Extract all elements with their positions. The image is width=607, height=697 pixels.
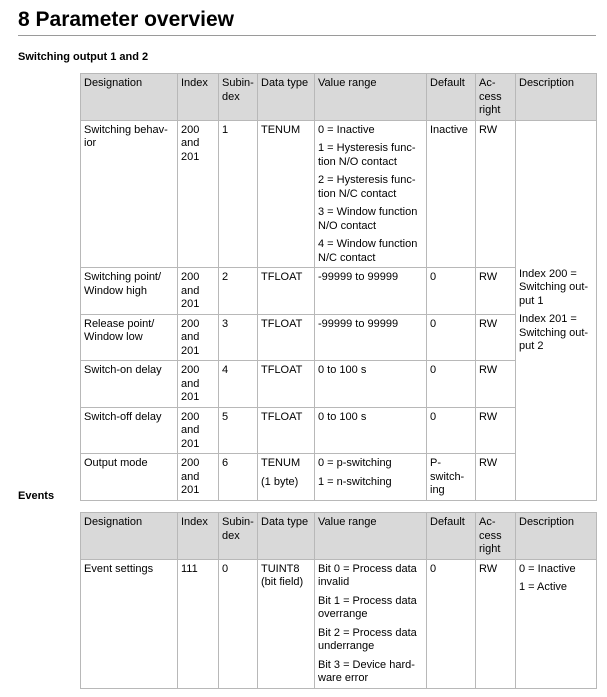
description-line: Index 200 = Switching out- put 1 — [519, 267, 589, 307]
data-type-line: TFLOAT — [261, 410, 303, 423]
value-range-line: Bit 2 = Process data underrange — [318, 626, 417, 652]
column-header-designation: Designation — [81, 513, 178, 560]
cell-value-range — [315, 314, 427, 361]
cell-index: 200 and 201 — [178, 120, 219, 268]
cell-subindex: 5 — [219, 407, 258, 454]
data-type-line: TUINT8 (bit field) — [261, 562, 304, 588]
cell-index: 200 and 201 — [178, 361, 219, 408]
cell-designation: Switching behav- ior — [81, 120, 178, 268]
cell-subindex: 2 — [219, 268, 258, 315]
value-range-line: Bit 3 = Device hard- ware error — [318, 658, 415, 684]
cell-default: 0 — [427, 559, 476, 688]
value-range-line: 4 = Window function N/C contact — [318, 238, 418, 264]
switching-output-table — [80, 73, 597, 501]
value-range-line: Bit 0 = Process data invalid — [318, 562, 417, 588]
cell-access-right: RW — [476, 314, 516, 361]
cell-access-right: RW — [476, 120, 516, 268]
cell-index: 200 and 201 — [178, 268, 219, 315]
data-type-line: (1 byte) — [261, 475, 299, 488]
column-header-index: Index — [178, 74, 219, 121]
cell-designation: Switch-on delay — [81, 361, 178, 408]
column-header-description: Description — [516, 513, 597, 560]
cell-data-type — [258, 120, 315, 268]
cell-access-right: RW — [476, 361, 516, 408]
cell-index: 111 — [178, 559, 219, 688]
cell-access-right: RW — [476, 559, 516, 688]
cell-subindex: 4 — [219, 361, 258, 408]
cell-subindex: 6 — [219, 454, 258, 501]
cell-value-range — [315, 268, 427, 315]
title-divider — [18, 35, 596, 36]
cell-value-range — [315, 361, 427, 408]
cell-default: Inactive — [427, 120, 476, 268]
description-line: Index 201 = Switching out- put 2 — [519, 313, 589, 352]
cell-data-type — [258, 361, 315, 408]
value-range-line: 2 = Hysteresis func- tion N/C contact — [318, 174, 416, 200]
cell-data-type — [258, 314, 315, 361]
value-range-line: -99999 to 99999 — [318, 271, 399, 283]
cell-default: 0 — [427, 268, 476, 315]
section-heading-switching-output: Switching output 1 and 2 — [18, 51, 149, 63]
cell-designation: Release point/ Window low — [81, 314, 178, 361]
cell-designation: Output mode — [81, 454, 178, 501]
cell-index: 200 and 201 — [178, 314, 219, 361]
cell-default: 0 — [427, 407, 476, 454]
cell-subindex: 3 — [219, 314, 258, 361]
value-range-line: Bit 1 = Process data overrange — [318, 594, 417, 620]
cell-default: P- switch- ing — [427, 454, 476, 501]
data-type-line: TFLOAT — [261, 317, 303, 330]
column-header-description: Description — [516, 74, 597, 121]
column-header-access-right: Ac- cess right — [476, 513, 516, 560]
description-line: 0 = Inactive — [519, 562, 576, 575]
data-type-line: TENUM — [261, 123, 301, 136]
cell-index: 200 and 201 — [178, 454, 219, 501]
column-header-value-range: Value range — [315, 513, 427, 560]
cell-value-range — [315, 454, 427, 501]
column-header-default: Default — [427, 513, 476, 560]
cell-access-right: RW — [476, 268, 516, 315]
table-header-row — [81, 74, 597, 121]
cell-data-type — [258, 454, 315, 501]
events-table — [80, 512, 597, 689]
value-range-line: 0 to 100 s — [318, 410, 367, 423]
data-type-line: TENUM — [261, 457, 301, 469]
column-header-designation: Designation — [81, 74, 178, 121]
value-range-line: 1 = Hysteresis func- tion N/O contact — [318, 142, 416, 168]
column-header-data-type: Data type — [258, 74, 315, 121]
description-line: 1 = Active — [519, 581, 568, 593]
cell-index: 200 and 201 — [178, 407, 219, 454]
cell-data-type — [258, 407, 315, 454]
page-title: 8 Parameter overview — [18, 8, 234, 31]
cell-designation: Event settings — [81, 559, 178, 688]
column-header-default: Default — [427, 74, 476, 121]
cell-access-right: RW — [476, 454, 516, 501]
cell-default: 0 — [427, 361, 476, 408]
cell-value-range — [315, 407, 427, 454]
column-header-subindex: Subin- dex — [219, 74, 258, 121]
value-range-line: 1 = n-switching — [318, 475, 392, 488]
cell-default: 0 — [427, 314, 476, 361]
column-header-access-right: Ac- cess right — [476, 74, 516, 121]
table-header-row — [81, 513, 597, 560]
value-range-line: 3 = Window function N/O contact — [318, 206, 418, 232]
column-header-value-range: Value range — [315, 74, 427, 121]
cell-subindex: 1 — [219, 120, 258, 268]
cell-access-right: RW — [476, 407, 516, 454]
column-header-subindex: Subin- dex — [219, 513, 258, 560]
value-range-line: 0 = Inactive — [318, 123, 375, 136]
table-row — [81, 559, 597, 688]
value-range-line: -99999 to 99999 — [318, 317, 399, 330]
value-range-line: 0 = p-switching — [318, 457, 392, 469]
table-row — [81, 120, 597, 268]
cell-value-range — [315, 120, 427, 268]
column-header-data-type: Data type — [258, 513, 315, 560]
data-type-line: TFLOAT — [261, 271, 303, 283]
cell-data-type — [258, 559, 315, 688]
cell-value-range — [315, 559, 427, 688]
cell-description — [516, 120, 597, 500]
value-range-line: 0 to 100 s — [318, 364, 367, 376]
cell-data-type — [258, 268, 315, 315]
cell-designation: Switching point/ Window high — [81, 268, 178, 315]
data-type-line: TFLOAT — [261, 364, 303, 376]
cell-description — [516, 559, 597, 688]
cell-subindex: 0 — [219, 559, 258, 688]
column-header-index: Index — [178, 513, 219, 560]
cell-designation: Switch-off delay — [81, 407, 178, 454]
section-heading-events: Events — [18, 490, 55, 502]
